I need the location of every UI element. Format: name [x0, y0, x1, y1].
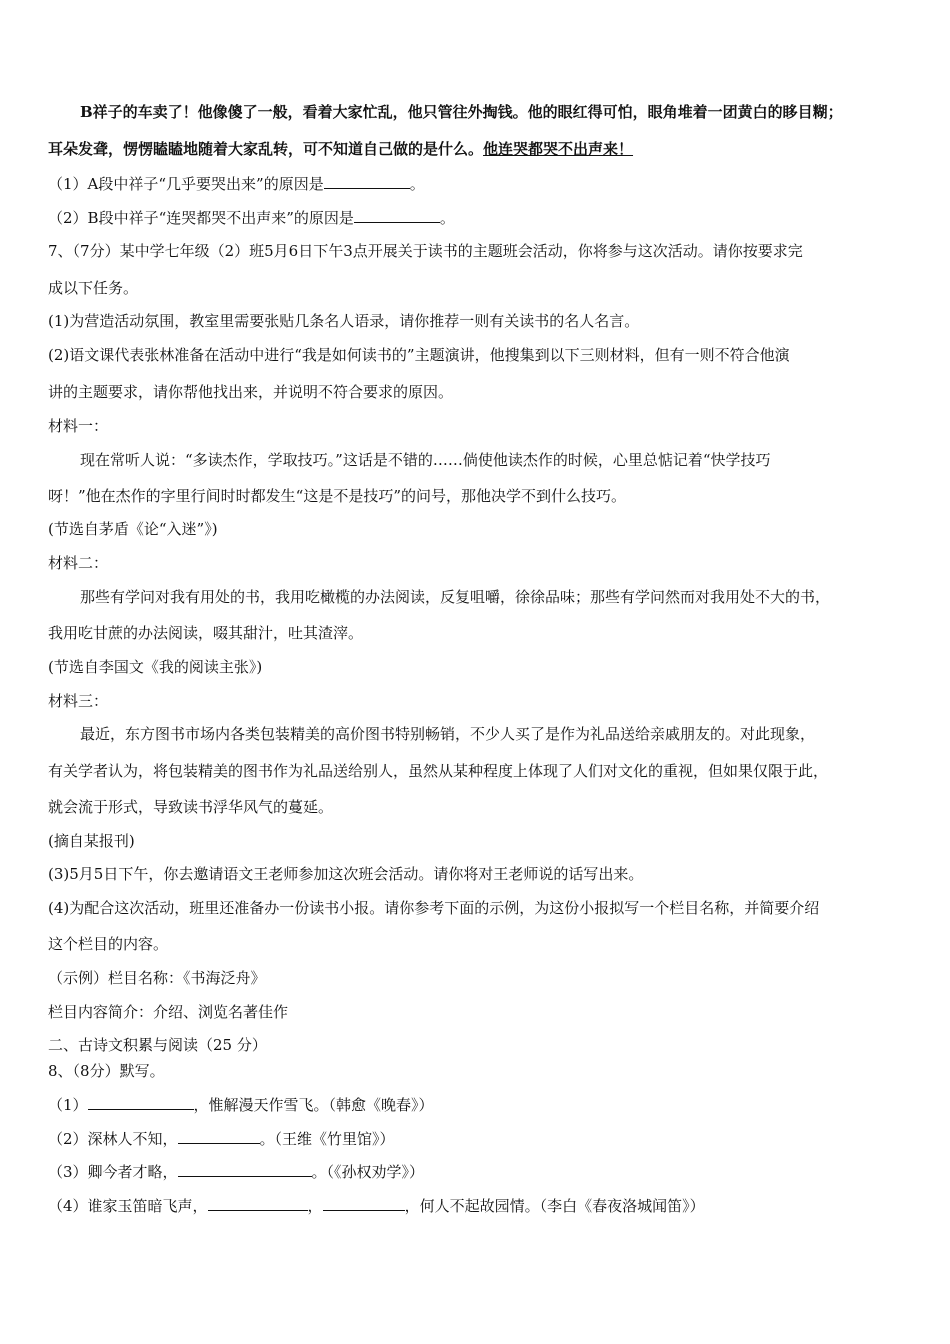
- question-text: （1）A段中祥子“几乎要哭出来”的原因是: [48, 175, 324, 193]
- q8-intro: 8、（8分）默写。: [48, 1062, 165, 1080]
- section-2-title: 二、古诗文积累与阅读（25 分）: [48, 1036, 267, 1054]
- material-2-line-2: 我用吃甘蔗的办法阅读，啜其甜汁，吐其渣滓。: [48, 624, 364, 642]
- q7-task-4-line-1: (4)为配合这次活动，班里还准备办一份读书小报。请你参考下面的示例，为这份小报拟写一个栏目名称，并简要介绍: [48, 899, 820, 917]
- q7-task-2-line-1: (2)语文课代表张林准备在活动中进行“我是如何读书的”主题演讲，他搜集到以下三则材料，但有一则不符合他演: [48, 346, 790, 364]
- answer-blank[interactable]: [178, 1160, 312, 1177]
- question-text: 。（王维《竹里馆》）: [259, 1130, 395, 1148]
- material-1-source: (节选自茅盾《论“入迷”》): [48, 520, 218, 538]
- q7-task-1: (1)为营造活动氛围，教室里需要张贴几条名人语录，请你推荐一则有关读书的名人名言。: [48, 312, 640, 330]
- q8-item-4: [48, 1194, 910, 1217]
- material-3-source: (摘自某报刊): [48, 832, 135, 850]
- material-3-label: 材料三：: [48, 692, 109, 710]
- question-text: 。: [409, 175, 425, 193]
- example-column-intro: 栏目内容简介：介绍、浏览名著佳作: [48, 1003, 289, 1021]
- answer-blank[interactable]: [323, 1194, 405, 1211]
- material-3-line-3: 就会流于形式，导致读书浮华风气的蔓延。: [48, 798, 334, 816]
- material-2-label: 材料二：: [48, 554, 109, 572]
- answer-blank[interactable]: [88, 1093, 194, 1110]
- question-text: 。（《孙权劝学》）: [311, 1163, 425, 1181]
- passage-b-line-1: [80, 101, 910, 123]
- material-2-source: (节选自李国文《我的阅读主张》): [48, 658, 263, 676]
- passage-b-line-2: [48, 138, 910, 160]
- material-2-line-1: 那些有学问对我有用处的书，我用吃橄榄的办法阅读，反复咀嚼，徐徐品味；那些有学问然而对我用处不大的书，: [80, 588, 831, 606]
- q7-task-2-line-2: 讲的主题要求，请你帮他找出来，并说明不符合要求的原因。: [48, 383, 454, 401]
- passage-text: 耳朵发聋，愣愣瞌瞌地随着大家乱转，可不知道自己做的是什么。: [48, 140, 484, 158]
- underlined-quote: 他连哭都哭不出声来！: [483, 140, 634, 158]
- q6-sub2: [48, 206, 910, 229]
- question-text: （2）B段中祥子“连哭都哭不出声来”的原因是: [48, 209, 354, 227]
- question-text: ，何人不起故园情。（李白《春夜洛城闻笛》）: [404, 1197, 705, 1215]
- q7-task-4-line-2: 这个栏目的内容。: [48, 935, 169, 953]
- question-text: ，: [307, 1197, 323, 1215]
- question-text: ，惟解漫天作雪飞。（韩愈《晚春》）: [193, 1096, 434, 1114]
- example-column-name: （示例）栏目名称：《书海泛舟》: [48, 969, 266, 987]
- material-1-line-2: 呀！”他在杰作的字里行间时时都发生“这是不是技巧”的问号，那他决学不到什么技巧。: [48, 487, 627, 505]
- q7-intro-1: 7、（7分）某中学七年级（2）班5月6日下午3点开展关于读书的主题班会活动，你将参与这次活动。请你按要求完: [48, 242, 803, 260]
- question-text: 。: [439, 209, 455, 227]
- answer-blank[interactable]: [324, 172, 410, 189]
- q8-item-1: [48, 1093, 910, 1116]
- question-text: （3）卿今者才略，: [48, 1163, 178, 1181]
- q8-item-3: [48, 1160, 910, 1183]
- passage-text: B祥子的车卖了！他像傻了一般，看着大家忙乱，他只管往外掏钱。他的眼红得可怕，眼角堆着一团黄白的眵目糊；: [80, 103, 843, 121]
- material-3-line-2: 有关学者认为，将包装精美的图书作为礼品送给别人，虽然从某种程度上体现了人们对文化的重视，但如果仅限于此，: [48, 762, 829, 780]
- q8-item-2: [48, 1127, 910, 1150]
- q7-intro-2: 成以下任务。: [48, 279, 139, 297]
- q7-task-3: (3)5月5日下午，你去邀请语文王老师参加这次班会活动。请你将对王老师说的话写出来。: [48, 865, 644, 883]
- answer-blank[interactable]: [208, 1194, 308, 1211]
- question-text: （2）深林人不知，: [48, 1130, 178, 1148]
- q6-sub1: [48, 172, 910, 195]
- question-text: （4）谁家玉笛暗飞声，: [48, 1197, 208, 1215]
- question-text: （1）: [48, 1096, 88, 1114]
- material-1-label: 材料一：: [48, 417, 109, 435]
- answer-blank[interactable]: [354, 206, 440, 223]
- material-1-line-1: 现在常听人说：“多读杰作，学取技巧。”这话是不错的……倘使他读杰作的时候，心里总惦记着“快学技巧: [80, 451, 771, 469]
- answer-blank[interactable]: [178, 1127, 260, 1144]
- material-3-line-1: 最近，东方图书市场内各类包装精美的高价图书特别畅销，不少人买了是作为礼品送给亲戚朋友的。对此现象，: [80, 725, 816, 743]
